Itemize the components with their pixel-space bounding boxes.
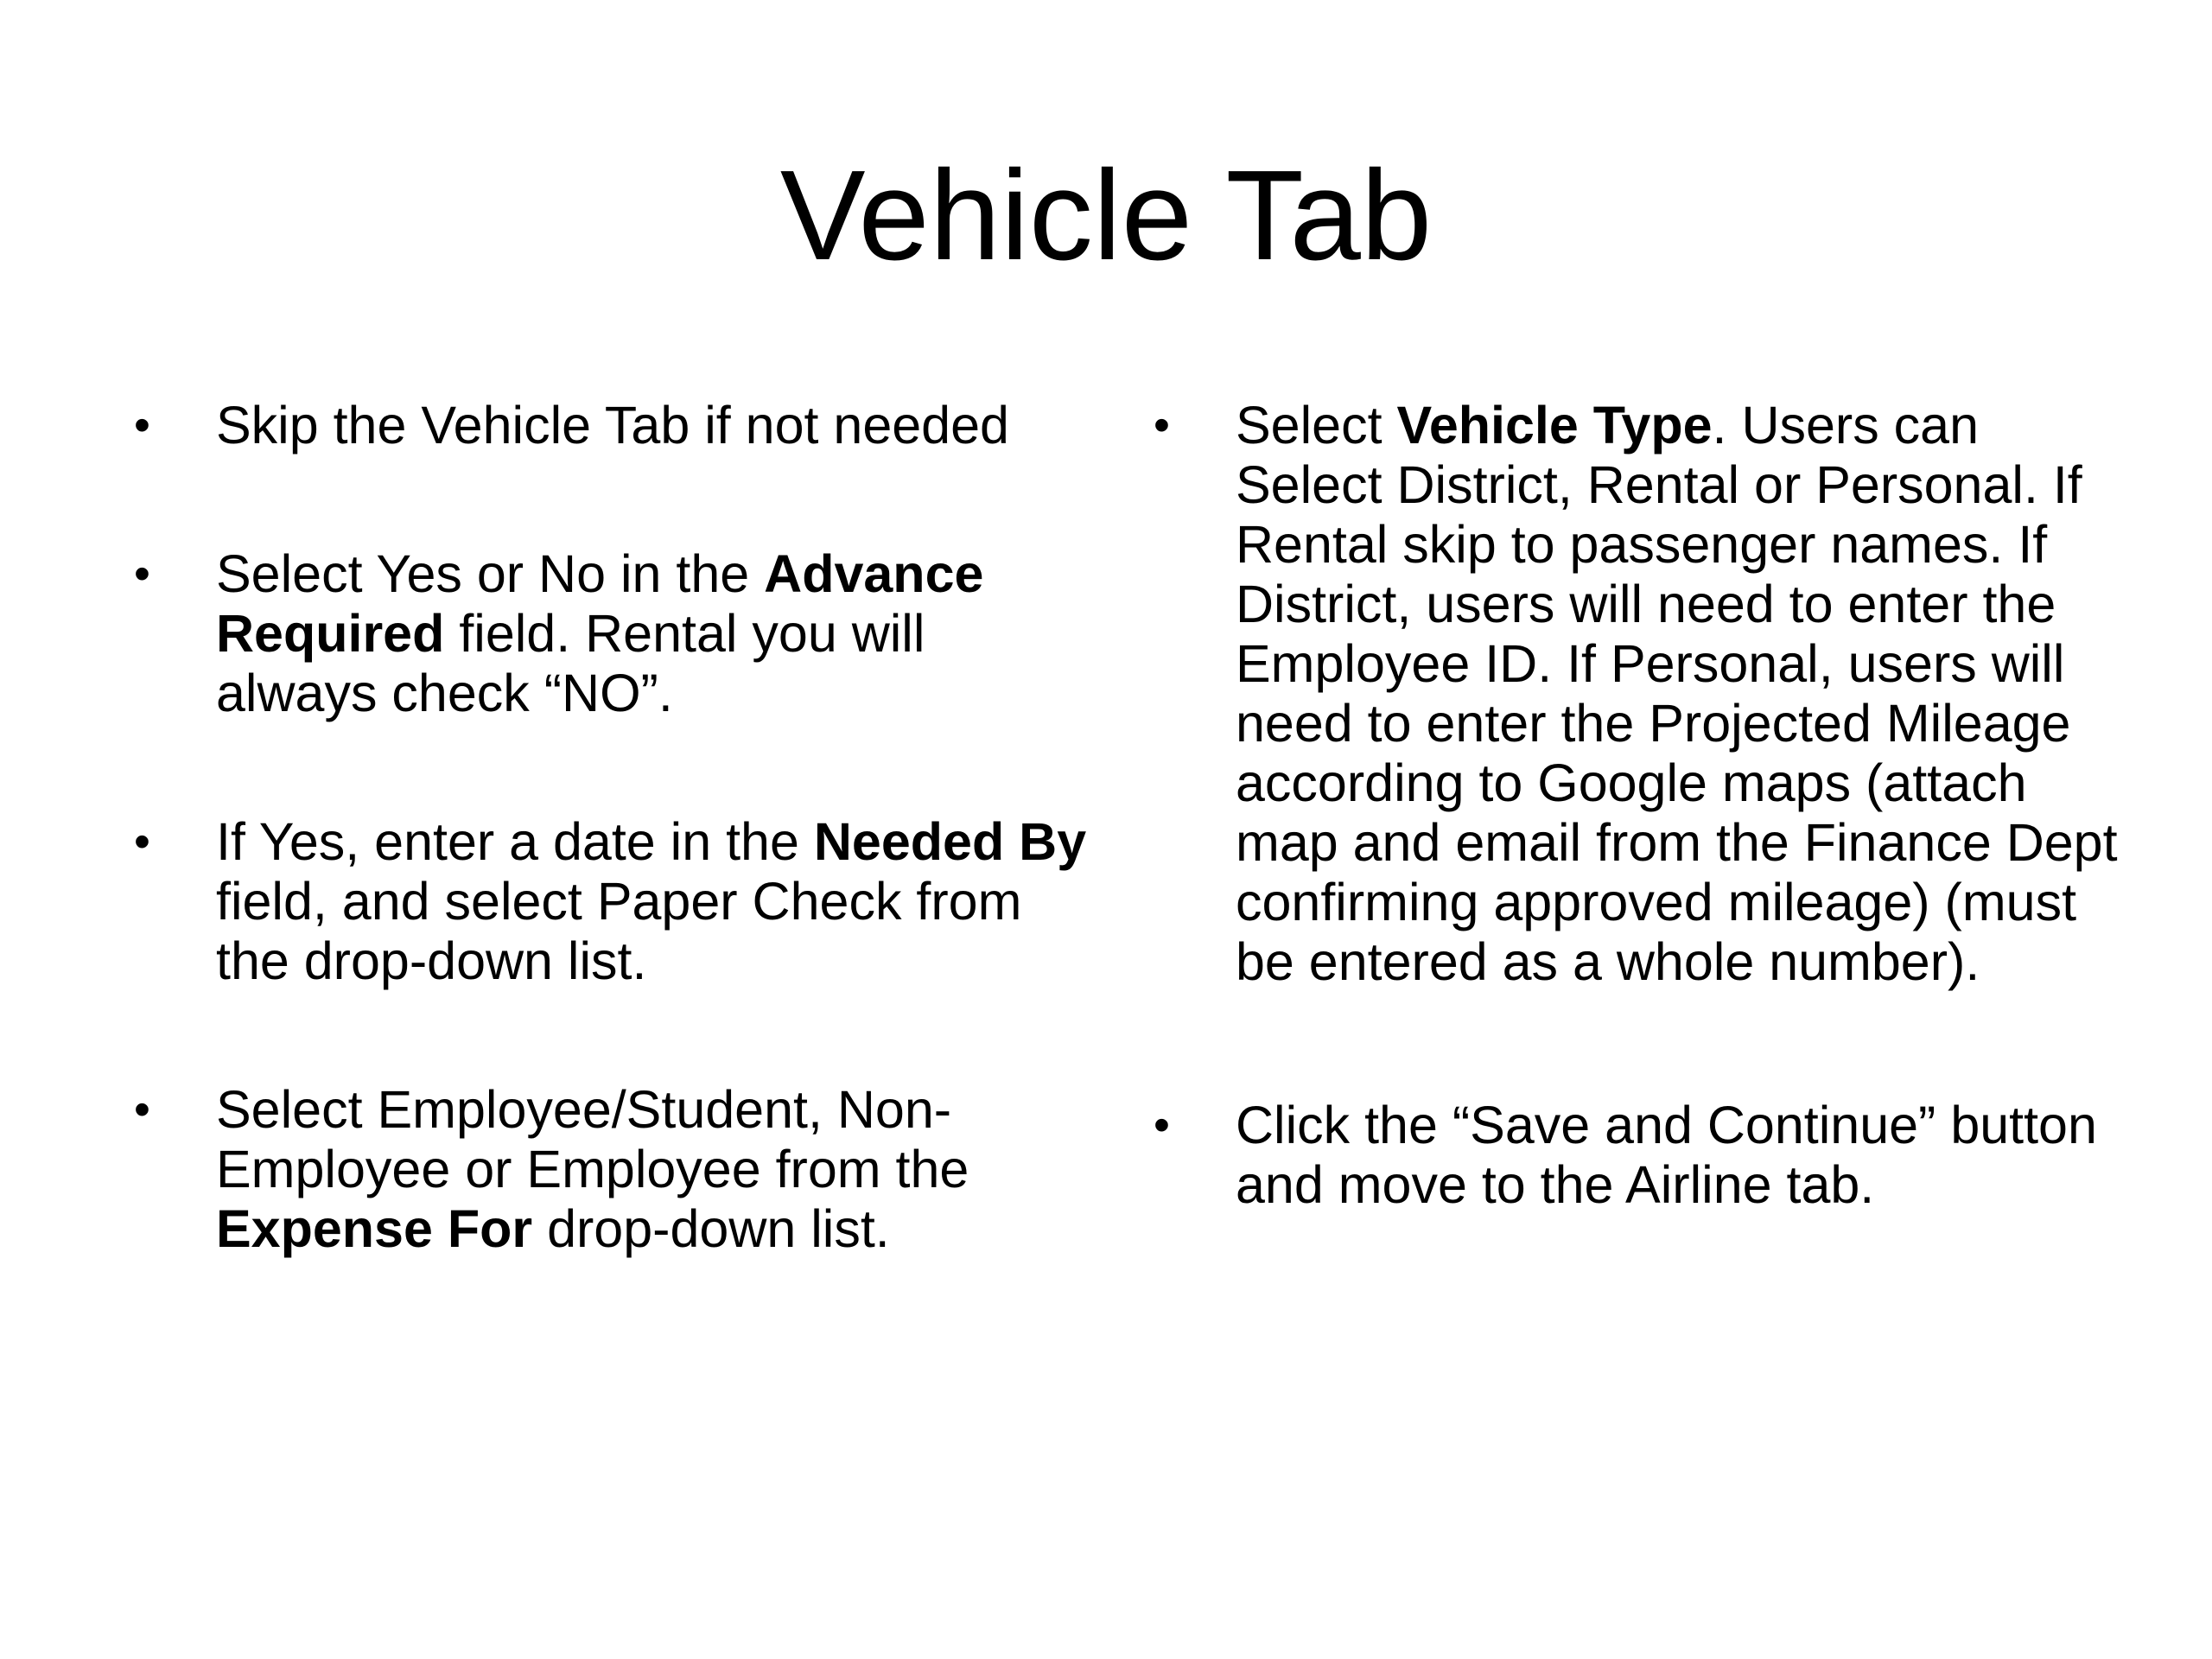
- bullet-icon: •: [134, 548, 150, 600]
- bullet-text: Select Employee/Student, Non-Employee or Employee from the: [216, 1080, 969, 1198]
- bullet-icon: •: [134, 1084, 150, 1135]
- bullet-icon: •: [1154, 399, 1170, 451]
- right-bullet-list: [1149, 396, 2134, 1319]
- bullet-text: Skip the Vehicle Tab if not needed: [216, 396, 1009, 454]
- bullet-bold-term: Needed By: [813, 812, 1087, 871]
- bullet-text: If Yes, enter a date in the: [216, 812, 814, 871]
- bullet-item-vehicle-type: [1149, 396, 2134, 992]
- bullet-icon: •: [1154, 1099, 1170, 1151]
- bullet-bold-term: Vehicle Type: [1396, 396, 1713, 454]
- bullet-item-save-and-continue: [1149, 1096, 2134, 1215]
- bullet-item-advance-required: [130, 544, 1089, 723]
- bullet-icon: •: [134, 816, 150, 868]
- bullet-text: drop-down list.: [532, 1199, 890, 1258]
- bullet-item-needed-by: [130, 812, 1089, 991]
- bullet-text: Select: [1236, 396, 1397, 454]
- bullet-text: Click the “Save and Continue” button and move to the Airline tab.: [1236, 1096, 2097, 1214]
- bullet-bold-term: Advance Required: [216, 544, 984, 663]
- bullet-item-skip-vehicle-tab: [130, 396, 1089, 455]
- bullet-text: Select Yes or No in the: [216, 544, 765, 603]
- bullet-text: field, and select Paper Check from the drop-down list.: [216, 872, 1022, 990]
- bullet-item-expense-for: [130, 1080, 1089, 1259]
- bullet-text: field. Rental you will always check “NO”.: [216, 604, 925, 722]
- bullet-bold-term: Expense For: [216, 1199, 533, 1258]
- left-bullet-list: [130, 396, 1089, 1348]
- slide-title: Vehicle Tab: [779, 144, 1433, 287]
- bullet-icon: •: [134, 399, 150, 451]
- bullet-text: . Users can Select District, Rental or Personal. If Rental skip to passenger names. If District, users will need to enter the Employee ID. If Personal, users will need to enter the Projected Mileage according to Google maps (attach map and email from the Finance Dept confirming approved mileage) (must be entered as a whole number).: [1236, 396, 2118, 991]
